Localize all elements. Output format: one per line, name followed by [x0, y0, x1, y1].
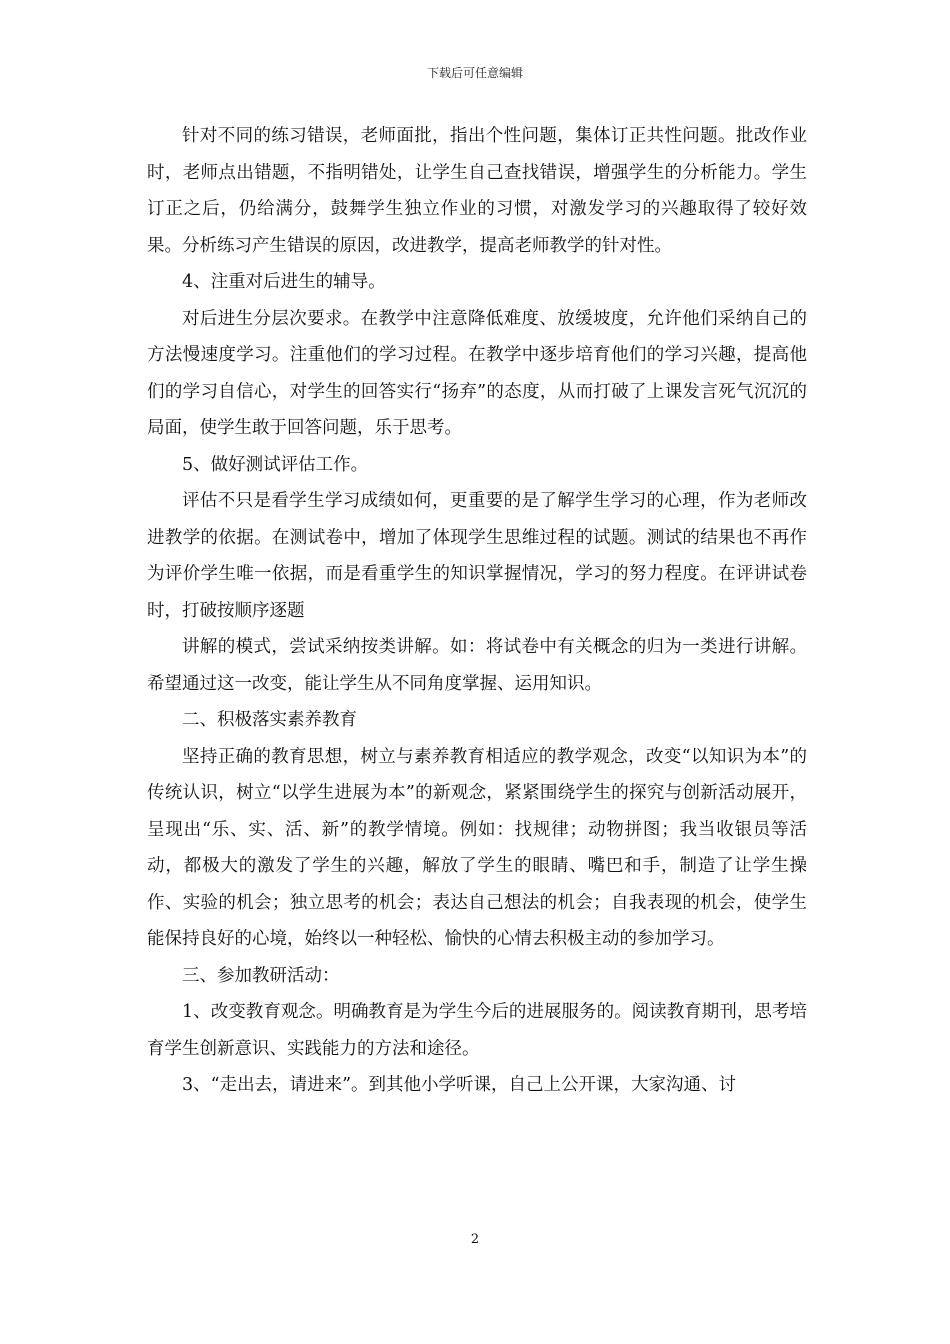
page-number: 2: [470, 1232, 480, 1247]
paragraph: 评估不只是看学生学习成绩如何，更重要的是了解学生学习的心理，作为老师改进教学的依据。在测试卷中，增加了体现学生思维过程的试题。测试的结果也不再作为评价学生唯一依据，而是看重学生的知识掌握情况，学习的努力程度。在评讲试卷时，打破按顺序逐题: [147, 491, 807, 621]
document-body: [147, 118, 807, 1104]
section-heading: 5、做好测试评估工作。: [182, 454, 369, 475]
paragraph: 1、改变教育观念。明确教育是为学生今后的进展服务的。阅读教育期刊，思考培育学生创新意识、实践能力的方法和途径。: [147, 1002, 807, 1059]
paragraph: 讲解的模式，尝试采纳按类讲解。如：将试卷中有关概念的归为一类进行讲解。希望通过这一改变，能让学生从不同角度掌握、运用知识。: [147, 637, 807, 694]
section-heading: 三、参加教研活动：: [182, 965, 340, 986]
header-note: 下载后可任意编辑: [426, 66, 523, 80]
paragraph: 3、“走出去，请进来”。到其他小学听课，自己上公开课，大家沟通、讨: [182, 1075, 737, 1095]
paragraph: 坚持正确的教育思想，树立与素养教育相适应的教学观念，改变“以知识为本”的传统认识，树立“以学生进展为本”的新观念，紧紧围绕学生的探究与创新活动展开，呈现出“乐、实、活、新”的教学情境。例如：找规律；动物拼图；我当收银员等活动，都极大的激发了学生的兴趣，解放了学生的眼睛、嘴巴和手，制造了让学生操作、实验的机会；独立思考的机会；表达自己想法的机会；自我表现的机会，使学生能保持良好的心境，始终以一种轻松、愉快的心情去积极主动的参加学习。: [147, 746, 807, 949]
paragraph: 针对不同的练习错误，老师面批，指出个性问题，集体订正共性问题。批改作业时，老师点出错题，不指明错处，让学生自己查找错误，增强学生的分析能力。学生订正之后，仍给满分，鼓舞学生独立作业的习惯，对激发学习的兴趣取得了较好效果。分析练习产生错误的原因，改进教学，提高老师教学的针对性。: [147, 126, 807, 256]
paragraph: 对后进生分层次要求。在教学中注意降低难度、放缓坡度，允许他们采纳自己的方法慢速度学习。注重他们的学习过程。在教学中逐步培育他们的学习兴趣，提高他们的学习自信心，对学生的回答实行“扬弃”的态度，从而打破了上课发言死气沉沉的局面，使学生敢于回答问题，乐于思考。: [147, 308, 807, 438]
section-heading: 4、注重对后进生的辅导。: [182, 272, 386, 292]
section-heading: 二、积极落实素养教育: [182, 710, 357, 730]
